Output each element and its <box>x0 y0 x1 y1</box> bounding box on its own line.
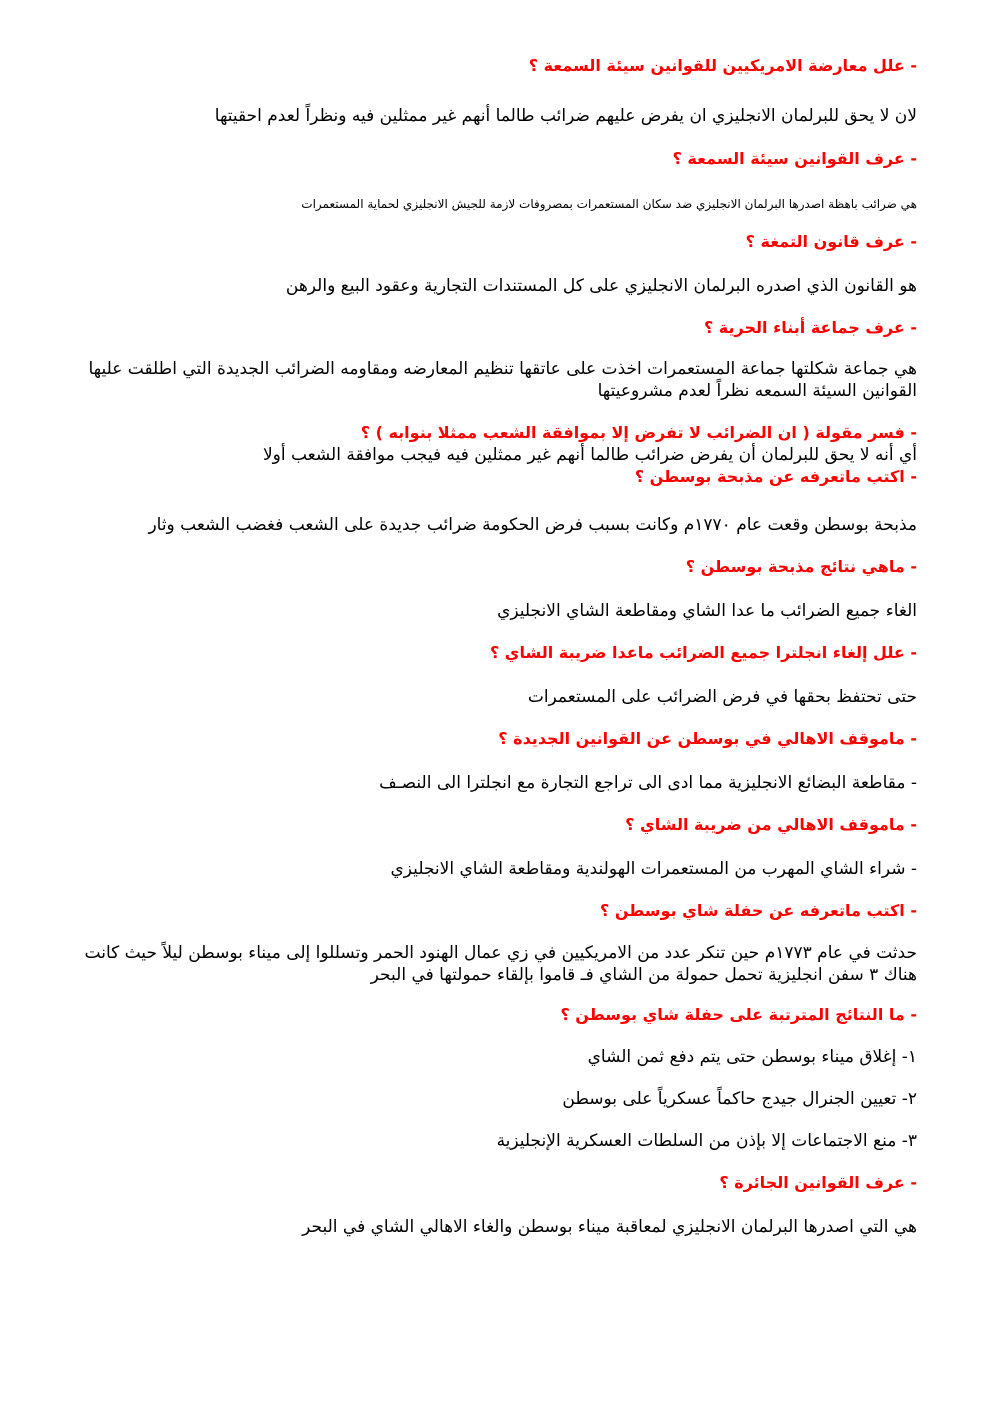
answer-5: أي أنه لا يحق للبرلمان أن يفرض ضرائب طالما أنهم غير ممثلين فيه فيجب موافقة الشعب أولا <box>262 445 917 465</box>
answer-7: الغاء جميع الضرائب ما عدا الشاي ومقاطعة الشاي الانجليزي <box>497 601 917 621</box>
question-9: - ماموقف الاهالي في بوسطن عن القوانين الجديدة ؟ <box>498 729 917 748</box>
question-7: - ماهي نتائج مذبحة بوسطن ؟ <box>685 557 917 576</box>
question-13: - عرف القوانين الجائرة ؟ <box>719 1173 917 1192</box>
answer-6: مذبحة بوسطن وقعت عام ١٧٧٠م وكانت بسبب فرض الحكومة ضرائب جديدة على الشعب فغضب الشعب وثار <box>148 515 917 535</box>
question-3: - عرف قانون التمغة ؟ <box>745 232 917 251</box>
question-12: - ما النتائج المترتبة على حفلة شاي بوسطن ؟ <box>560 1005 917 1024</box>
answer-1: لان لا يحق للبرلمان الانجليزي ان يفرض عليهم ضرائب طالما أنهم غير ممثلين فيه ونظراً لعدم احقيتها <box>214 106 917 126</box>
question-8: - علل إلغاء انجلترا جميع الضرائب ماعدا ضريبة الشاي ؟ <box>489 643 917 662</box>
question-4: - عرف جماعة أبناء الحرية ؟ <box>703 318 917 337</box>
answer-2: هي ضرائب باهظة اصدرها البرلمان الانجليزي ضد سكان المستعمرات بمصروفات لازمة للجيش الانجليزي لحماية المستعمرات <box>301 197 917 211</box>
question-10: - ماموقف الاهالي من ضريبة الشاي ؟ <box>625 815 917 834</box>
answer-4: هي جماعة شكلتها جماعة المستعمرات اخذت على عاتقها تنظيم المعارضه ومقاومه الضرائب الجديدة التي اطلقت عليها القوانين السيئة السمعه نظراً لعدم مشروعيتها <box>88 359 917 401</box>
answer-11: حدثت في عام ١٧٧٣م حين تنكر عدد من الامريكيين في زي عمال الهنود الحمر وتسللوا إلى ميناء بوسطن ليلاً حيث كانت هناك ٣ سفن انجليزية تحمل حمولة من الشاي فـ قاموا بإلقاء حمولتها في البحر <box>84 943 917 985</box>
answer-12-item-3: ٣- منع الاجتماعات إلا بإذن من السلطات العسكرية الإنجليزية <box>496 1131 917 1151</box>
question-5: - فسر مقولة ( ان الضرائب لا تفرض إلا بموافقة الشعب ممثلا بنوابه ) ؟ <box>360 423 917 442</box>
question-1: - علل معارضة الامريكيين للقوانين سيئة السمعة ؟ <box>528 56 917 75</box>
answer-9: - مقاطعة البضائع الانجليزية مما ادى الى تراجع التجارة مع انجلترا الى النصـف <box>379 773 917 793</box>
question-6: - اكتب ماتعرفه عن مذبحة بوسطن ؟ <box>634 467 917 486</box>
answer-3: هو القانون الذي اصدره البرلمان الانجليزي على كل المستندات التجارية وعقود البيع والرهن <box>285 276 917 296</box>
answer-12-item-1: ١- إغلاق ميناء بوسطن حتى يتم دفع ثمن الشاي <box>587 1047 917 1067</box>
document-page <box>60 55 917 1238</box>
answer-13: هي التي اصدرها البرلمان الانجليزي لمعاقبة ميناء بوسطن والغاء الاهالي الشاي في البحر <box>302 1217 917 1237</box>
answer-8: حتى تحتفظ بحقها في فرض الضرائب على المستعمرات <box>527 687 917 707</box>
answer-12-item-2: ٢- تعيين الجنرال جيدج حاكماً عسكرياً على بوسطن <box>562 1089 917 1109</box>
question-2: - عرف القوانين سيئة السمعة ؟ <box>672 149 917 168</box>
question-11: - اكتب ماتعرفه عن حفلة شاي بوسطن ؟ <box>599 901 917 920</box>
answer-10: - شراء الشاي المهرب من المستعمرات الهولندية ومقاطعة الشاي الانجليزي <box>390 859 917 879</box>
